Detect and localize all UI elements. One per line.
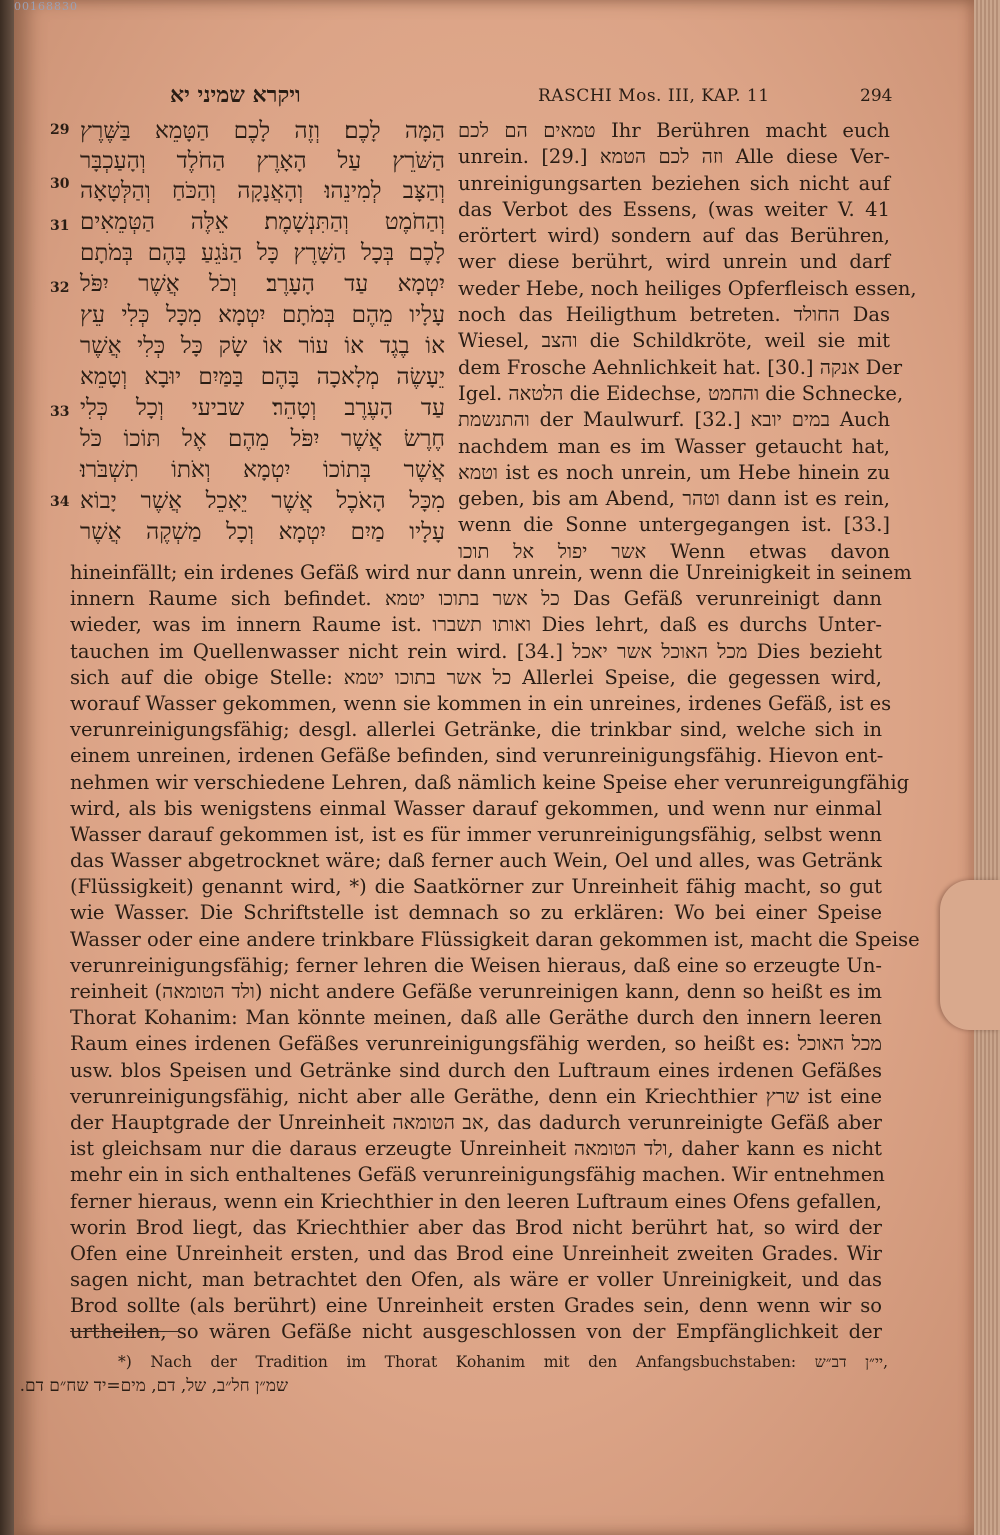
hebrew-line: מִכָּל הָאֹכֶל אֲשֶׁר יֵאָכֵל אֲשֶׁר יָבוֹא xyxy=(80,488,445,514)
commentary-line: unrein. [29.] וזה לכם הטמא Alle diese Ver- xyxy=(458,145,890,169)
commentary-line: hineinfällt; ein irdenes Gefäß wird nur dann unrein, wenn die Unreinigkeit in seinem xyxy=(70,561,912,584)
commentary-line: noch das Heiligthum betreten. החולד Das xyxy=(458,303,890,327)
commentary-line: wieder, was im innern Raume ist. ואותו תשברו Dies lehrt, daß es durchs Unter- xyxy=(70,613,882,637)
commentary-line: usw. blos Speisen und Getränke sind durch den Luftraum eines irdenen Gefäßes xyxy=(70,1058,882,1082)
hebrew-line: הַשֹּׁרֵץ עַל הָאָרֶץ הַחֹלֶד וְהָעַכְבָּר xyxy=(80,148,445,174)
verse-number: 31 xyxy=(50,218,70,234)
commentary-line: mehr ein in sich enthaltenes Gefäß verunreinigungsfähig machen. Wir entnehmen xyxy=(70,1163,885,1187)
commentary-line: Thorat Kohanim: Man könnte meinen, daß alle Geräthe durch den innern leeren xyxy=(70,1006,882,1030)
hebrew-line: חֶרֶשׂ אֲשֶׁר יִפֹּל מֵהֶם אֶל תּוֹכוֹ כֹּל xyxy=(80,426,445,452)
verse-number: 30 xyxy=(50,176,70,192)
commentary-line: der Hauptgrade der Unreinheit אב הטומאה, das dadurch verunreinigte Gefäß aber xyxy=(70,1110,882,1134)
page-number: 294 xyxy=(860,86,893,106)
thumb-index-tab xyxy=(940,880,1000,1030)
commentary-line: Ofen eine Unreinheit ersten, und das Brod eine Unreinheit zweiten Grades. Wir xyxy=(70,1241,882,1265)
hebrew-line: וְהַצָּב לְמִינֵהוּ׃ וְהָאֲנָקָה וְהַכֹּחַ וְהַלְּטָאָה xyxy=(80,178,445,204)
commentary-line: Igel. הלטאה die Eidechse, והחמט die Schnecke, xyxy=(458,381,904,405)
hebrew-line: אוֹ בֶגֶד אוֹ עוֹר אוֹ שָׂק כָּל כְּלִי אֲשֶׁר xyxy=(80,333,445,359)
commentary-right-column xyxy=(458,118,917,565)
commentary-line: erörtert wird) sondern auf das Berühren, xyxy=(458,224,890,248)
hebrew-line: עָלָיו מַיִם יִטְמָא וְכָל מַשְׁקֶה אֲשֶׁר xyxy=(80,519,445,545)
hebrew-line: יֵעָשֶׂה מְלָאכָה בָּהֶם בַּמַּיִם יוּבָא וְטָמֵא xyxy=(80,364,445,390)
german-running-title: RASCHI Mos. III, KAP. 11 xyxy=(538,86,770,106)
hebrew-line: לָכֶם בְּכָל הַשָּׁרֶץ כָּל הַנֹּגֵעַ בָּהֶם בְּמֹתָם xyxy=(80,240,445,266)
commentary-line: worauf Wasser gekommen, wenn sie kommen in ein unreines, irdenes Gefäß, ist es xyxy=(70,691,892,715)
commentary-line: wer diese berührt, wird unrein und darf xyxy=(458,250,890,274)
commentary-line: innern Raume sich befindet. כל אשר בתוכו יטמא Das Gefäß verunreinigt dann xyxy=(70,587,882,611)
commentary-line: verunreinigungsfähig, nicht aber alle Geräthe, denn ein Kriechthier שרץ ist eine xyxy=(70,1084,883,1108)
commentary-line: nehmen wir verschiedene Lehren, daß nämlich keine Speise eher verunreigungfähig xyxy=(70,770,910,794)
hebrew-line: וְהַחֹמֶט וְהַתִּנְשָׁמֶת׃ אֵלֶּה הַטְּמֵאִים xyxy=(80,209,445,235)
commentary-line: טמאים הם לכם Ihr Berühren macht euch xyxy=(458,119,890,142)
commentary-line: sich auf die obige Stelle: כל אשר בתוכו יטמא Allerlei Speise, die gegessen wird, xyxy=(70,665,882,689)
hebrew-line: אֲשֶׁר בְּתוֹכוֹ יִטְמָא וְאֹתוֹ תִשְׁבֹּרוּ׃ xyxy=(80,457,445,483)
commentary-line: wie Wasser. Die Schriftstelle ist demnach so zu erklären: Wo bei einer Speise xyxy=(70,901,882,925)
commentary-line: וטמא ist es noch unrein, um Hebe hinein zu xyxy=(458,460,890,484)
commentary-line: Wiesel, והצב die Schildkröte, weil sie mit xyxy=(458,329,890,353)
commentary-line: Wasser oder eine andere trinkbare Flüssigkeit daran gekommen ist, macht die Speise xyxy=(70,927,920,951)
commentary-line: אשר יפול אל תוכו Wenn etwas davon xyxy=(458,539,890,563)
commentary-line: sagen nicht, man betrachtet den Ofen, als wäre er voller Unreinigkeit, und das xyxy=(70,1268,882,1292)
verse-number: 33 xyxy=(50,404,70,420)
commentary-line: geben, bis am Abend, וטהר dann ist es rein, xyxy=(458,487,890,511)
hebrew-running-title: ויקרא שמיני יא xyxy=(170,82,301,108)
commentary-line: einem unreinen, irdenen Gefäße befinden, sind verunreinigungsfähig. Hievon ent- xyxy=(70,744,884,768)
commentary-line: urtheilen, so wären Gefäße nicht ausgeschlossen von der Empfänglichkeit der xyxy=(70,1320,882,1344)
footnote-rule xyxy=(70,1331,180,1332)
footnote-line: *) Nach der Tradition im Thorat Kohanim mit den Anfangsbuchstaben: יי״ן דב״ש, xyxy=(118,1353,889,1371)
commentary-line: reinheit (ולד הטומאה) nicht andere Gefäße verunreinigen kann, denn so heißt es im xyxy=(70,980,883,1003)
running-header xyxy=(60,82,900,112)
commentary-line: Brod sollte (als berührt) eine Unreinheit ersten Grades sein, denn wenn wir so xyxy=(70,1294,882,1318)
hebrew-line: הַמָּה לָכֶם׃ וְזֶה לָכֶם הַטָּמֵא בַּשֶּׁרֶץ xyxy=(80,118,445,144)
commentary-line: והתנשמת der Maulwurf. [32.] במים יובא Auch xyxy=(458,408,891,432)
commentary-line: Wasser darauf gekommen ist, ist es für immer verunreinigungsfähig, selbst wenn xyxy=(70,822,882,846)
verse-number: 34 xyxy=(50,494,70,510)
commentary-line: dem Frosche Aehnlichkeit hat. [30.] אנקה Der xyxy=(458,355,903,379)
commentary-line: Raum eines irdenen Gefäßes verunreinigungsfähig werden, so heißt es: מכל האוכל xyxy=(70,1032,882,1056)
page-edges xyxy=(974,0,1000,1535)
commentary-line: das Verbot des Essens, (was weiter V. 41 xyxy=(458,197,890,221)
commentary-line: nachdem man es im Wasser getaucht hat, xyxy=(458,434,890,458)
commentary-line: das Wasser abgetrocknet wäre; daß ferner auch Wein, Oel und alles, was Getränk xyxy=(70,849,882,873)
commentary-line: weder Hebe, noch heiliges Opferfleisch essen, xyxy=(458,276,917,300)
hebrew-verse-column xyxy=(50,118,445,568)
commentary-line: tauchen im Quellenwasser nicht rein wird. [34.] מכל האוכל אשר יאכל Dies bezieht xyxy=(70,639,882,663)
book-spine xyxy=(0,0,14,1535)
verse-number: 29 xyxy=(50,122,70,138)
verse-number: 32 xyxy=(50,280,70,296)
hebrew-line: יִטְמָא עַד הָעָרֶב׃ וְכֹל אֲשֶׁר יִפֹּל xyxy=(80,271,445,297)
commentary-line: wird, als bis wenigstens einmal Wasser darauf gekommen, und wenn nur einmal xyxy=(70,796,882,820)
footnote-line-hebrew: שמ״ן חל״ב, של, דם, מים=יד שח״ם דם. xyxy=(19,1376,288,1396)
footnote xyxy=(19,1350,889,1398)
commentary-line: verunreinigungsfähig; desgl. allerlei Getränke, die trinkbar sind, welche sich in xyxy=(70,718,882,742)
commentary-line: ist gleichsam nur die daraus erzeugte Unreinheit ולד הטומאה, daher kann es nicht xyxy=(70,1137,882,1161)
commentary-line: ferner hieraus, wenn ein Kriechthier in den leeren Luftraum eines Ofens gefallen, xyxy=(70,1189,882,1213)
commentary-line: unreinigungsarten beziehen sich nicht auf xyxy=(458,171,890,195)
commentary-line: verunreinigungsfähig; ferner lehren die Weisen hieraus, daß eine so erzeugte Un- xyxy=(70,953,882,977)
hebrew-line: עָלָיו מֵהֶם בְּמֹתָם יִטְמָא מִכָּל כְּלִי עֵץ xyxy=(80,302,445,328)
commentary-line: wenn die Sonne untergegangen ist. [33.] xyxy=(458,513,890,537)
commentary-line: (Flüssigkeit) genannt wird, *) die Saatkörner zur Unreinheit fähig macht, so gut xyxy=(70,875,882,899)
library-stamp: 00168830 xyxy=(14,0,78,13)
commentary-line: worin Brod liegt, das Kriechthier aber das Brod nicht berührt hat, so wird der xyxy=(70,1215,882,1239)
commentary-full-width xyxy=(70,560,920,1346)
hebrew-line: עַד הָעֶרֶב וְטָהֵר׃ שביעי וְכָל כְּלִי xyxy=(80,395,445,421)
